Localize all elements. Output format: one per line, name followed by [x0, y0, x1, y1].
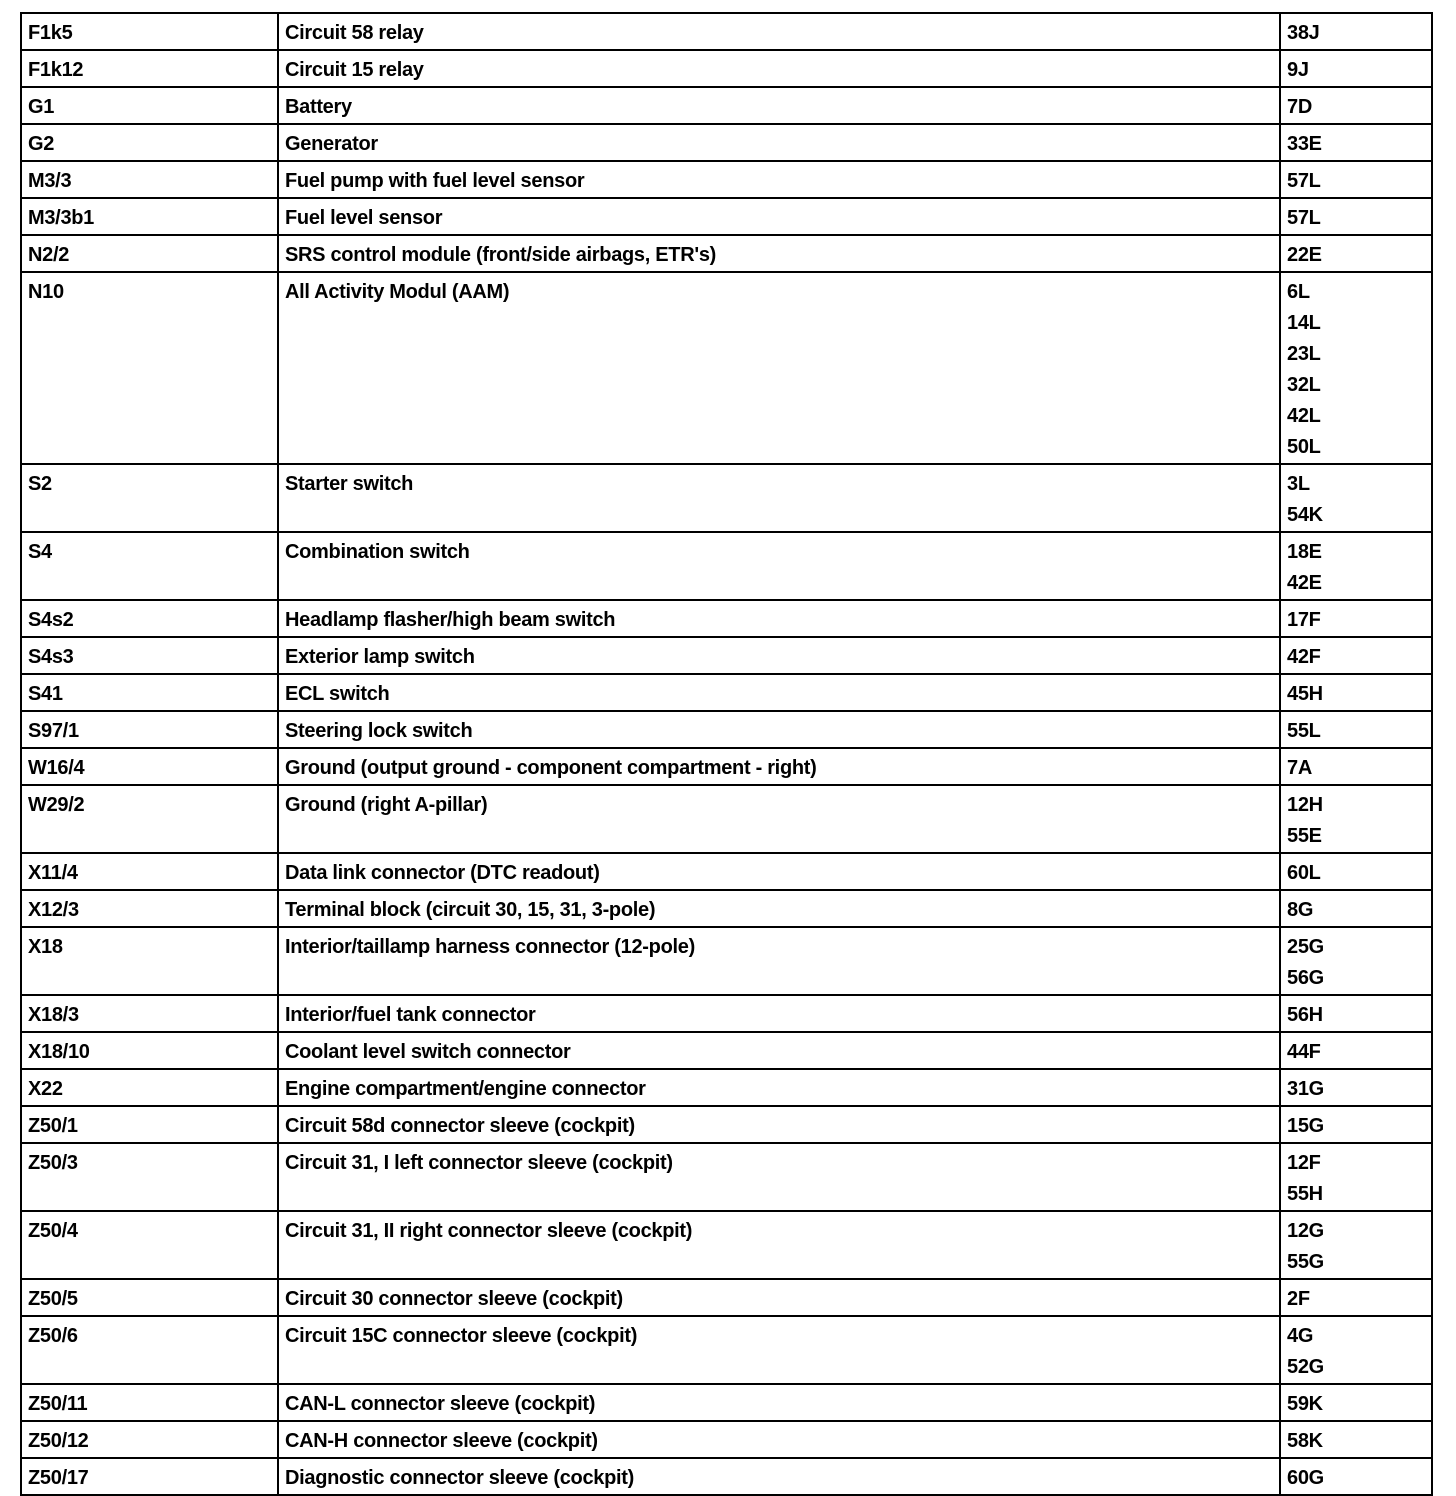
- grid-location: 6L: [1287, 281, 1310, 303]
- grid-location: 3L: [1287, 473, 1310, 495]
- component-code: Z50/5: [21, 1279, 278, 1316]
- component-code: Z50/1: [21, 1106, 278, 1143]
- component-code: X12/3: [21, 890, 278, 927]
- grid-location: 15G: [1287, 1115, 1324, 1137]
- grid-location-cell: [1280, 853, 1432, 890]
- grid-location: 57L: [1287, 170, 1321, 192]
- grid-location-cell: [1280, 87, 1432, 124]
- component-code: N10: [21, 272, 278, 464]
- grid-location-cell: [1280, 1458, 1432, 1495]
- component-code: X22: [21, 1069, 278, 1106]
- component-description: Fuel pump with fuel level sensor: [278, 161, 1280, 198]
- component-code: F1k12: [21, 50, 278, 87]
- component-description: Circuit 31, I left connector sleeve (cockpit): [278, 1143, 1280, 1211]
- table-row: [21, 87, 1432, 124]
- grid-location: 55G: [1287, 1251, 1324, 1273]
- grid-location: 58K: [1287, 1430, 1323, 1452]
- grid-location-cell: [1280, 50, 1432, 87]
- table-row: [21, 853, 1432, 890]
- component-description: Data link connector (DTC readout): [278, 853, 1280, 890]
- table-row: [21, 748, 1432, 785]
- component-description: Circuit 58 relay: [278, 13, 1280, 50]
- component-code: N2/2: [21, 235, 278, 272]
- grid-location: 17F: [1287, 609, 1321, 631]
- component-description: CAN-L connector sleeve (cockpit): [278, 1384, 1280, 1421]
- component-code: Z50/17: [21, 1458, 278, 1495]
- component-description: Steering lock switch: [278, 711, 1280, 748]
- table-row: [21, 1069, 1432, 1106]
- grid-location: 55H: [1287, 1183, 1323, 1205]
- grid-location-cell: [1280, 600, 1432, 637]
- table-row: [21, 1106, 1432, 1143]
- table-row: [21, 1279, 1432, 1316]
- component-description: Exterior lamp switch: [278, 637, 1280, 674]
- component-code: Z50/12: [21, 1421, 278, 1458]
- component-code: M3/3b1: [21, 198, 278, 235]
- component-description: ECL switch: [278, 674, 1280, 711]
- grid-location: 14L: [1287, 312, 1321, 334]
- grid-location: 52G: [1287, 1356, 1324, 1378]
- grid-location: 25G: [1287, 936, 1324, 958]
- component-code: G2: [21, 124, 278, 161]
- table-row: [21, 674, 1432, 711]
- grid-location: 2F: [1287, 1288, 1310, 1310]
- grid-location-cell: [1280, 13, 1432, 50]
- component-description: Battery: [278, 87, 1280, 124]
- component-description: All Activity Modul (AAM): [278, 272, 1280, 464]
- grid-location: 32L: [1287, 374, 1321, 396]
- component-description: Engine compartment/engine connector: [278, 1069, 1280, 1106]
- grid-location-cell: [1280, 235, 1432, 272]
- component-description: Generator: [278, 124, 1280, 161]
- component-description: Circuit 15C connector sleeve (cockpit): [278, 1316, 1280, 1384]
- grid-location-cell: [1280, 198, 1432, 235]
- grid-location-cell: [1280, 161, 1432, 198]
- table-row: [21, 1211, 1432, 1279]
- grid-location: 50L: [1287, 436, 1321, 458]
- table-row: [21, 1458, 1432, 1495]
- component-description: Interior/taillamp harness connector (12-pole): [278, 927, 1280, 995]
- grid-location-cell: [1280, 1421, 1432, 1458]
- component-description: Starter switch: [278, 464, 1280, 532]
- component-code: X18: [21, 927, 278, 995]
- grid-location-cell: [1280, 1032, 1432, 1069]
- grid-location-cell: [1280, 1316, 1432, 1384]
- grid-location-cell: [1280, 674, 1432, 711]
- table-row: [21, 1384, 1432, 1421]
- component-description: SRS control module (front/side airbags, ETR's): [278, 235, 1280, 272]
- grid-location-cell: [1280, 464, 1432, 532]
- grid-location-cell: [1280, 1384, 1432, 1421]
- grid-location: 31G: [1287, 1078, 1324, 1100]
- grid-location-cell: [1280, 1106, 1432, 1143]
- grid-location: 54K: [1287, 504, 1323, 526]
- component-description: Terminal block (circuit 30, 15, 31, 3-pole): [278, 890, 1280, 927]
- component-description: Diagnostic connector sleeve (cockpit): [278, 1458, 1280, 1495]
- table-row: [21, 1032, 1432, 1069]
- table-row: [21, 600, 1432, 637]
- table-row: [21, 785, 1432, 853]
- component-description: Combination switch: [278, 532, 1280, 600]
- component-description: Ground (output ground - component compartment - right): [278, 748, 1280, 785]
- grid-location-cell: [1280, 890, 1432, 927]
- component-legend-table: [20, 12, 1433, 1496]
- grid-location: 42E: [1287, 572, 1322, 594]
- grid-location-cell: [1280, 711, 1432, 748]
- grid-location-cell: [1280, 748, 1432, 785]
- component-code: X11/4: [21, 853, 278, 890]
- component-code: M3/3: [21, 161, 278, 198]
- grid-location-cell: [1280, 995, 1432, 1032]
- component-code: Z50/11: [21, 1384, 278, 1421]
- table-row: [21, 50, 1432, 87]
- grid-location: 42F: [1287, 646, 1321, 668]
- component-code: F1k5: [21, 13, 278, 50]
- grid-location-cell: [1280, 785, 1432, 853]
- grid-location-cell: [1280, 927, 1432, 995]
- component-description: CAN-H connector sleeve (cockpit): [278, 1421, 1280, 1458]
- table-row: [21, 124, 1432, 161]
- table-row: [21, 637, 1432, 674]
- grid-location: 55E: [1287, 825, 1322, 847]
- grid-location-cell: [1280, 1279, 1432, 1316]
- grid-location: 59K: [1287, 1393, 1323, 1415]
- component-code: S4s2: [21, 600, 278, 637]
- grid-location: 12G: [1287, 1220, 1324, 1242]
- component-description: Circuit 58d connector sleeve (cockpit): [278, 1106, 1280, 1143]
- component-code: S4s3: [21, 637, 278, 674]
- grid-location-cell: [1280, 272, 1432, 464]
- table-row: [21, 272, 1432, 464]
- grid-location-cell: [1280, 1069, 1432, 1106]
- grid-location: 12H: [1287, 794, 1323, 816]
- table-row: [21, 1143, 1432, 1211]
- grid-location: 42L: [1287, 405, 1321, 427]
- table-row: [21, 927, 1432, 995]
- component-code: Z50/3: [21, 1143, 278, 1211]
- component-description: Circuit 15 relay: [278, 50, 1280, 87]
- component-code: X18/10: [21, 1032, 278, 1069]
- component-description: Circuit 31, II right connector sleeve (cockpit): [278, 1211, 1280, 1279]
- component-code: S4: [21, 532, 278, 600]
- table-row: [21, 1421, 1432, 1458]
- grid-location: 60L: [1287, 862, 1321, 884]
- grid-location: 9J: [1287, 59, 1309, 81]
- component-description: Headlamp flasher/high beam switch: [278, 600, 1280, 637]
- grid-location-cell: [1280, 1143, 1432, 1211]
- table-row: [21, 532, 1432, 600]
- grid-location: 60G: [1287, 1467, 1324, 1489]
- component-legend-sheet: [20, 12, 1433, 1496]
- component-code: S41: [21, 674, 278, 711]
- grid-location: 7A: [1287, 757, 1312, 779]
- grid-location-cell: [1280, 1211, 1432, 1279]
- component-legend-body: [21, 13, 1432, 1495]
- component-description: Interior/fuel tank connector: [278, 995, 1280, 1032]
- grid-location: 45H: [1287, 683, 1323, 705]
- table-row: [21, 1316, 1432, 1384]
- grid-location: 44F: [1287, 1041, 1321, 1063]
- table-row: [21, 711, 1432, 748]
- grid-location-cell: [1280, 532, 1432, 600]
- grid-location-cell: [1280, 124, 1432, 161]
- component-code: Z50/6: [21, 1316, 278, 1384]
- component-description: Ground (right A-pillar): [278, 785, 1280, 853]
- grid-location: 56G: [1287, 967, 1324, 989]
- grid-location: 8G: [1287, 899, 1314, 921]
- grid-location: 55L: [1287, 720, 1321, 742]
- table-row: [21, 890, 1432, 927]
- table-row: [21, 161, 1432, 198]
- component-code: Z50/4: [21, 1211, 278, 1279]
- grid-location: 56H: [1287, 1004, 1323, 1026]
- table-row: [21, 235, 1432, 272]
- grid-location: 23L: [1287, 343, 1321, 365]
- component-description: Circuit 30 connector sleeve (cockpit): [278, 1279, 1280, 1316]
- table-row: [21, 13, 1432, 50]
- table-row: [21, 198, 1432, 235]
- component-description: Coolant level switch connector: [278, 1032, 1280, 1069]
- component-description: Fuel level sensor: [278, 198, 1280, 235]
- grid-location-cell: [1280, 637, 1432, 674]
- component-code: W29/2: [21, 785, 278, 853]
- grid-location: 4G: [1287, 1325, 1314, 1347]
- table-row: [21, 995, 1432, 1032]
- component-code: S2: [21, 464, 278, 532]
- table-row: [21, 464, 1432, 532]
- grid-location: 38J: [1287, 22, 1320, 44]
- grid-location: 33E: [1287, 133, 1322, 155]
- component-code: G1: [21, 87, 278, 124]
- grid-location: 57L: [1287, 207, 1321, 229]
- component-code: X18/3: [21, 995, 278, 1032]
- component-code: W16/4: [21, 748, 278, 785]
- grid-location: 22E: [1287, 244, 1322, 266]
- grid-location: 12F: [1287, 1152, 1321, 1174]
- grid-location: 7D: [1287, 96, 1312, 118]
- grid-location: 18E: [1287, 541, 1322, 563]
- component-code: S97/1: [21, 711, 278, 748]
